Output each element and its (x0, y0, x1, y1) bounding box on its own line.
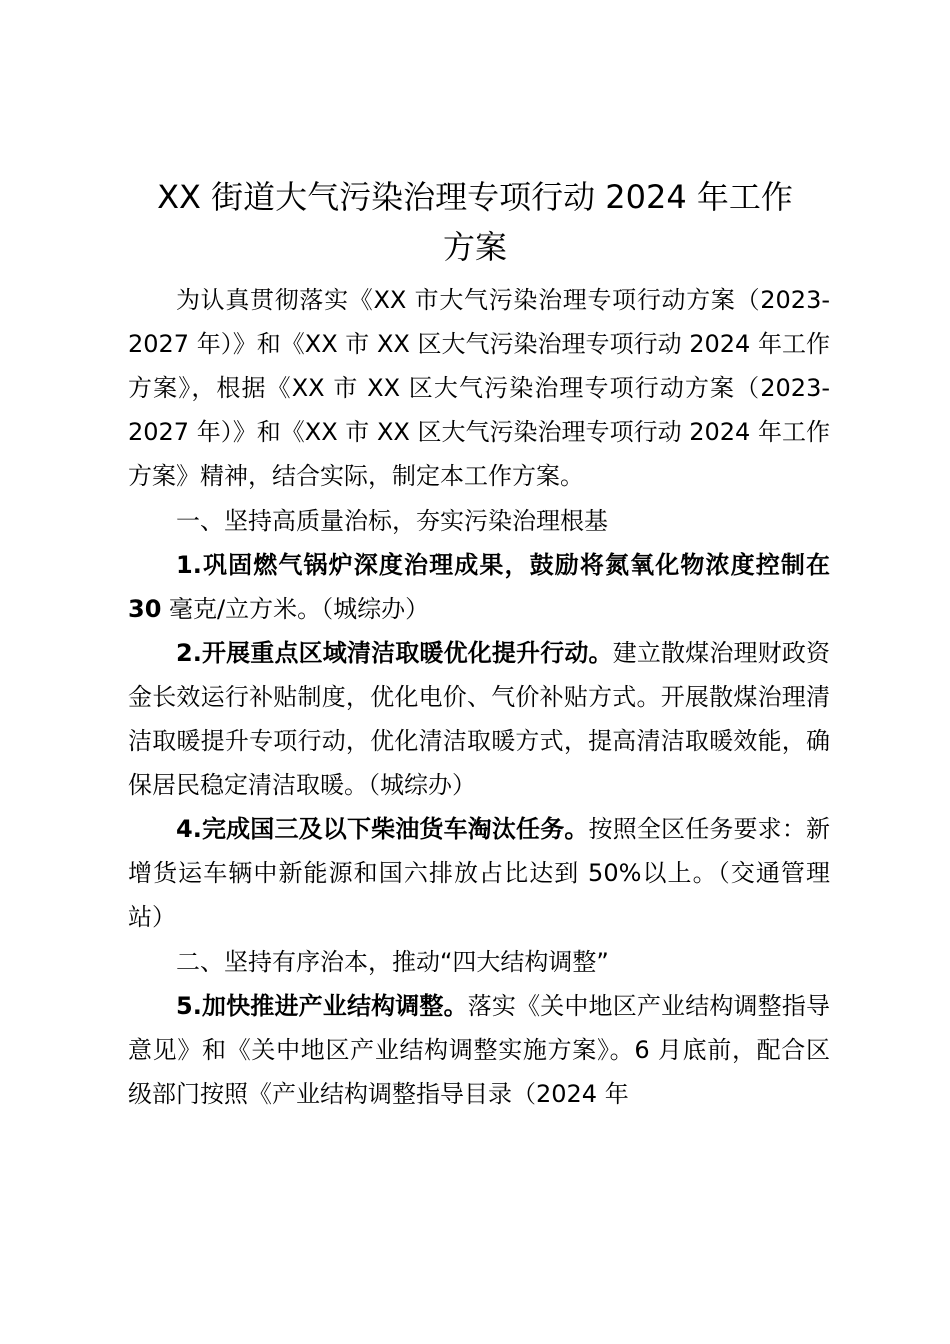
intro-paragraph: 为认真贯彻落实《XX 市大气污染治理专项行动方案（2023-2027 年）》和《XX 市 XX 区大气污染治理专项行动 2024 年工作方案》，根据《XX 市 XX 区大气污染治理专项行动方案（2023-2027 年）》和《XX 市 XX 区大气污染治理专项行动 2024 年工作方案》精神，结合实际，制定本工作方案。 (128, 286, 830, 490)
item-4-text: 按照全区任务要求：新增货运车辆中新能源和国六排放占比达到 50%以上。（交通管理站） (128, 815, 830, 931)
item-1-paragraph (128, 543, 830, 631)
title-line-1: XX 街道大气污染治理专项行动 2024 年工作 (157, 178, 793, 216)
section-1-heading: 一、坚持高质量治标，夯实污染治理根基 (176, 507, 608, 535)
document-title (120, 172, 830, 272)
item-2-paragraph (128, 631, 830, 807)
item-1-text: 毫克/立方米。（城综办） (161, 595, 430, 623)
item-4-bold: 4.完成国三及以下柴油货车淘汰任务。 (176, 815, 589, 843)
title-line-2: 方案 (442, 228, 507, 266)
document-body (128, 278, 830, 1116)
item-2-text: 建立散煤治理财政资金长效运行补贴制度，优化电价、气价补贴方式。开展散煤治理清洁取暖提升专项行动，优化清洁取暖方式，提高清洁取暖效能，确保居民稳定清洁取暖。（城综办） (128, 639, 830, 799)
item-5-bold: 5.加快推进产业结构调整。 (176, 992, 468, 1020)
item-4-paragraph (128, 807, 830, 939)
section-2-heading: 二、坚持有序治本，推动“四大结构调整” (176, 948, 609, 976)
item-5-paragraph (128, 984, 830, 1116)
item-5-text: 落实《关中地区产业结构调整指导意见》和《关中地区产业结构调整实施方案》。6 月底前，配合区级部门按照《产业结构调整指导目录（2024 年 (128, 992, 830, 1108)
item-1-bold: 1.巩固燃气锅炉深度治理成果，鼓励将氮氧化物浓度控制在 30 (128, 551, 830, 623)
item-2-bold: 2.开展重点区域清洁取暖优化提升行动。 (176, 639, 613, 667)
